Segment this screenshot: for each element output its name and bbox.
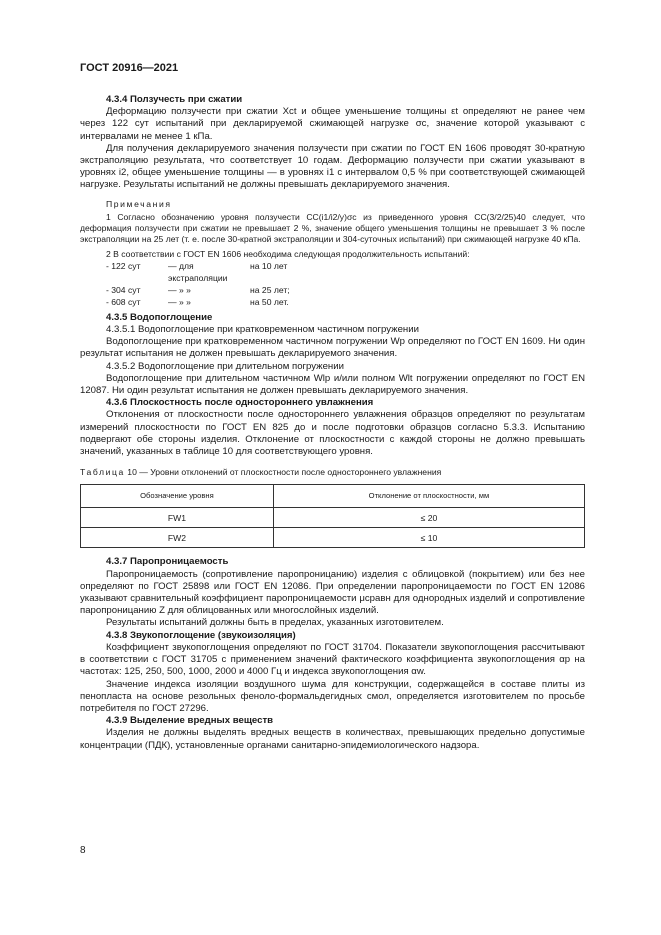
paragraph: Изделия не должны выделять вредных веществ в количествах, превышающих предельно допустимые концентрации (ПДК), установленные органами санитарно-эпидемиологического надзора. [80,727,585,751]
section-4-3-9-title: 4.3.9 Выделение вредных веществ [106,715,274,727]
note-2: 2 В соответствии с ГОСТ EN 1606 необходима следующая продолжительность испытаний: [106,248,470,259]
subsection-title: 4.3.5.2 Водопоглощение при длительном погружении [106,360,344,372]
section-4-3-7-title: 4.3.7 Паропроницаемость [106,556,229,568]
paragraph: Водопоглощение при длительном частичном Wlp и/или полном Wlt погружении определяют по ГОСТ EN 12087. Ни один результат испытания не должен превышать декларируемого значения. [80,372,585,397]
table-row: FW1 ≤ 20 [81,508,585,528]
paragraph: Деформацию ползучести при сжатии Xct и общее уменьшение толщины εt определяют не ранее чем через 122 сут испытаний при декларируемой сжимающей нагрузке σc, значение которой указывают с интервалами не менее 1 кПа. [80,106,585,142]
flatness-table [80,484,585,548]
paragraph: Отклонения от плоскостности после одностороннего увлажнения образцов определяют по результатам измерений плоскостности по ГОСТ EN 825 до и после подготовки образцов согласно 5.3.3. Испытанию подвергают обе стороны изделия. Отклонение от плоскостности с каждой стороны не должно превышать значений, указанных в таблице 10 для соответствующего уровня. [80,409,585,458]
section-4-3-6-title: 4.3.6 Плоскостность после одностороннего увлажнения [106,397,374,409]
paragraph: Коэффициент звукопоглощения определяют по ГОСТ 31704. Показатели звукопоглощения рассчитывают в соответствии с ГОСТ 31705 с применением значений фактического коэффициента звукопоглощения αp на частотах: 125, 250, 500, 1000, 2000 и 4000 Гц и индекса звукопоглощения αw. [80,641,585,678]
section-4-3-8-title: 4.3.8 Звукопоглощение (звукоизоляция) [106,629,296,641]
table-header: Отклонение от плоскостности, мм [273,485,584,508]
section-4-3-5-title: 4.3.5 Водопоглощение [106,311,213,323]
table-header: Обозначение уровня [81,485,274,508]
duration-row: - 122 сут — для экстраполяции на 10 лет [106,260,288,283]
document-header: ГОСТ 20916—2021 [80,62,179,74]
paragraph: Водопоглощение при кратковременном частичном погружении Wp определяют по ГОСТ EN 1609. Ни один результат испытания не должен превышать декларируемого значения. [80,336,585,360]
paragraph: Для получения декларируемого значения ползучести при сжатии по ГОСТ EN 1606 проводят 30-кратную экстраполяцию результата, что соответствует 10 годам. Деформацию ползучести при сжатии указывают в уровнях i2, общее уменьшение толщины — в уровнях i1 с интервалом 0,5 % при соответствующей сжимающей нагрузке. Результаты испытаний не должны превышать декларируемого значения. [80,142,585,191]
note-1: 1 Согласно обозначению уровня ползучести CC(i1/i2/y)σc из приведенного уровня CC(3/2/25)40 следует, что деформация ползучести при сжатии не превышает 2 %, значение общего уменьшения толщины не превышает 3 % после экстраполяции на 25 лет (т. е. после 30-кратной экстраполяции и 304-суточных испытаний) при сжимающей нагрузке 40 кПа. [80,211,585,244]
table-row: FW2 ≤ 10 [81,528,585,548]
notes-title: Примечания [106,198,172,209]
paragraph: Результаты испытаний должны быть в пределах, указанных изготовителем. [106,617,444,629]
table-caption: Таблица 10 — Уровни отклонений от плоскостности после одностороннего увлажнения [80,467,442,478]
section-4-3-4-title: 4.3.4 Ползучесть при сжатии [106,94,243,105]
duration-row: - 608 сут — » » на 50 лет. [106,296,289,307]
page-number: 8 [80,845,86,856]
subsection-title: 4.3.5.1 Водопоглощение при кратковременном частичном погружении [106,324,419,336]
duration-row: - 304 сут — » » на 25 лет; [106,284,290,295]
paragraph: Значение индекса изоляции воздушного шума для конструкции, содержащейся в составе плиты из пенопласта на основе резольных феноло-формальдегидных смол, определяется изготовителем по просьбе потребителя по ГОСТ 27296. [80,678,585,714]
paragraph: Паропроницаемость (сопротивление паропроницанию) изделия с облицовкой (покрытием) или без нее определяют по ГОСТ 25898 или ГОСТ EN 12086. При определении паропроницаемости по ГОСТ EN 12086 указывают сравнительный коэффициент паропроницаемости μсравн для однородных изделий и сопротивление паропроницанию Z для облицованных или многослойных изделий. [80,568,585,617]
page-body [80,94,585,752]
